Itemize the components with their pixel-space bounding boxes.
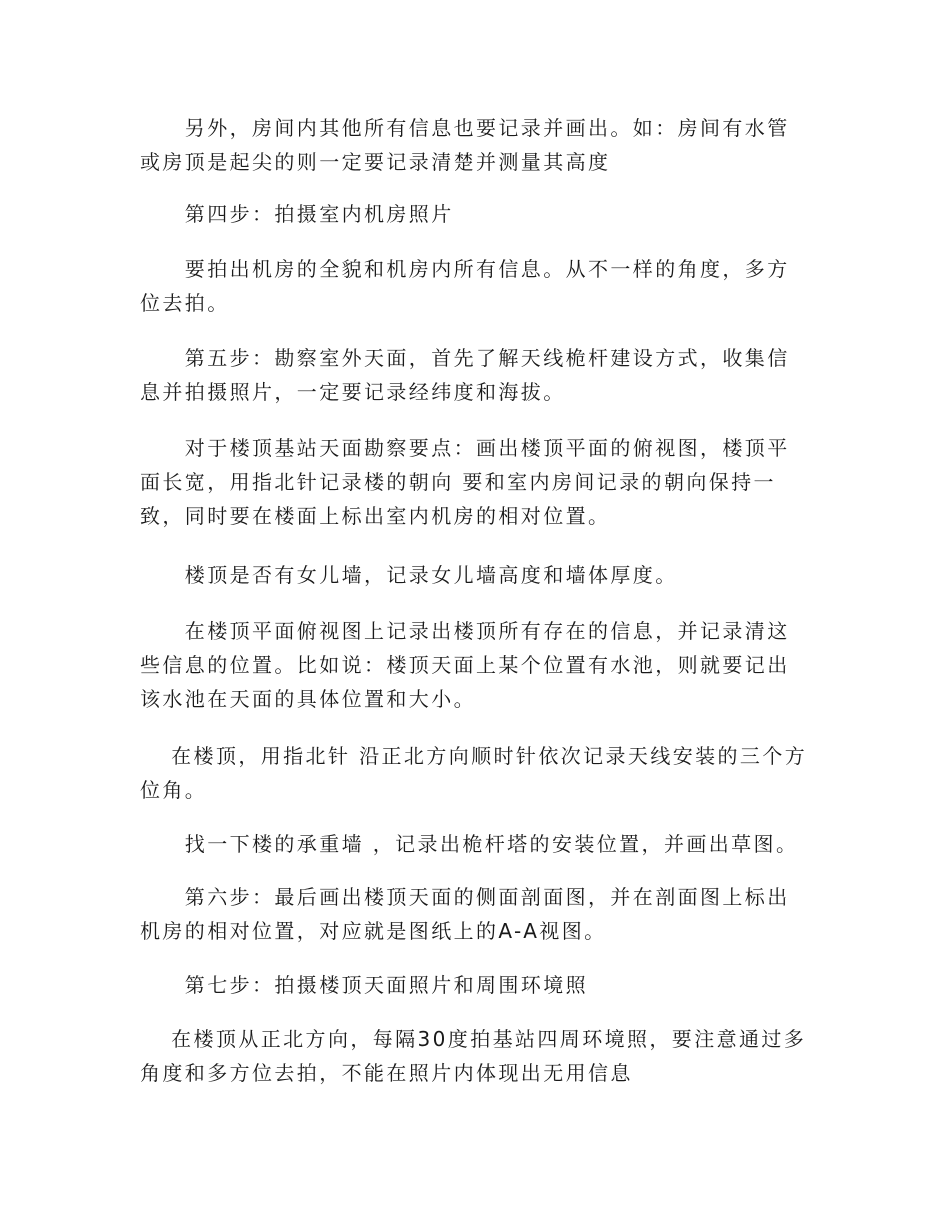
paragraph-rooftop-info-positions: 在楼顶平面俯视图上记录出楼顶所有存在的信息，并记录清这些信息的位置。比如说：楼顶天面上某个位置有水池，则就要记出该水池在天面的具体位置和大小。 <box>140 619 790 711</box>
paragraph-step-five: 第五步：勘察室外天面，首先了解天线桅杆建设方式，收集信息并拍摄照片，一定要记录经纬度和海拔。 <box>140 346 790 404</box>
paragraph-parapet-wall: 楼顶是否有女儿墙，记录女儿墙高度和墙体厚度。 <box>140 563 678 587</box>
paragraph-other-info: 另外，房间内其他所有信息也要记录并画出。如：房间有水管或房顶是起尖的则一定要记录清楚并测量其高度 <box>140 116 790 174</box>
paragraph-azimuth-angles: 在楼顶，用指北针 沿正北方向顺时针依次记录天线安装的三个方位角。 <box>140 744 808 802</box>
paragraph-step-six: 第六步：最后画出楼顶天面的侧面剖面图，并在剖面图上标出机房的相对位置，对应就是图纸上的A-A视图。 <box>140 885 790 943</box>
paragraph-load-bearing-wall: 找一下楼的承重墙 ，记录出桅杆塔的安装位置，并画出草图。 <box>140 832 799 856</box>
paragraph-surrounding-photos: 在楼顶从正北方向，每隔30度拍基站四周环境照，要注意通过多角度和多方位去拍，不能在照片内体现出无用信息 <box>140 1027 807 1085</box>
paragraph-step-seven: 第七步：拍摄楼顶天面照片和周围环境照 <box>140 973 588 997</box>
paragraph-rooftop-survey-points: 对于楼顶基站天面勘察要点：画出楼顶平面的俯视图，楼顶平面长宽，用指北针记录楼的朝向 要和室内房间记录的朝向保持一致，同时要在楼面上标出室内机房的相对位置。 <box>140 436 790 528</box>
paragraph-photo-machine-room: 要拍出机房的全貌和机房内所有信息。从不一样的角度，多方位去拍。 <box>140 257 790 315</box>
paragraph-step-four: 第四步：拍摄室内机房照片 <box>140 202 454 226</box>
